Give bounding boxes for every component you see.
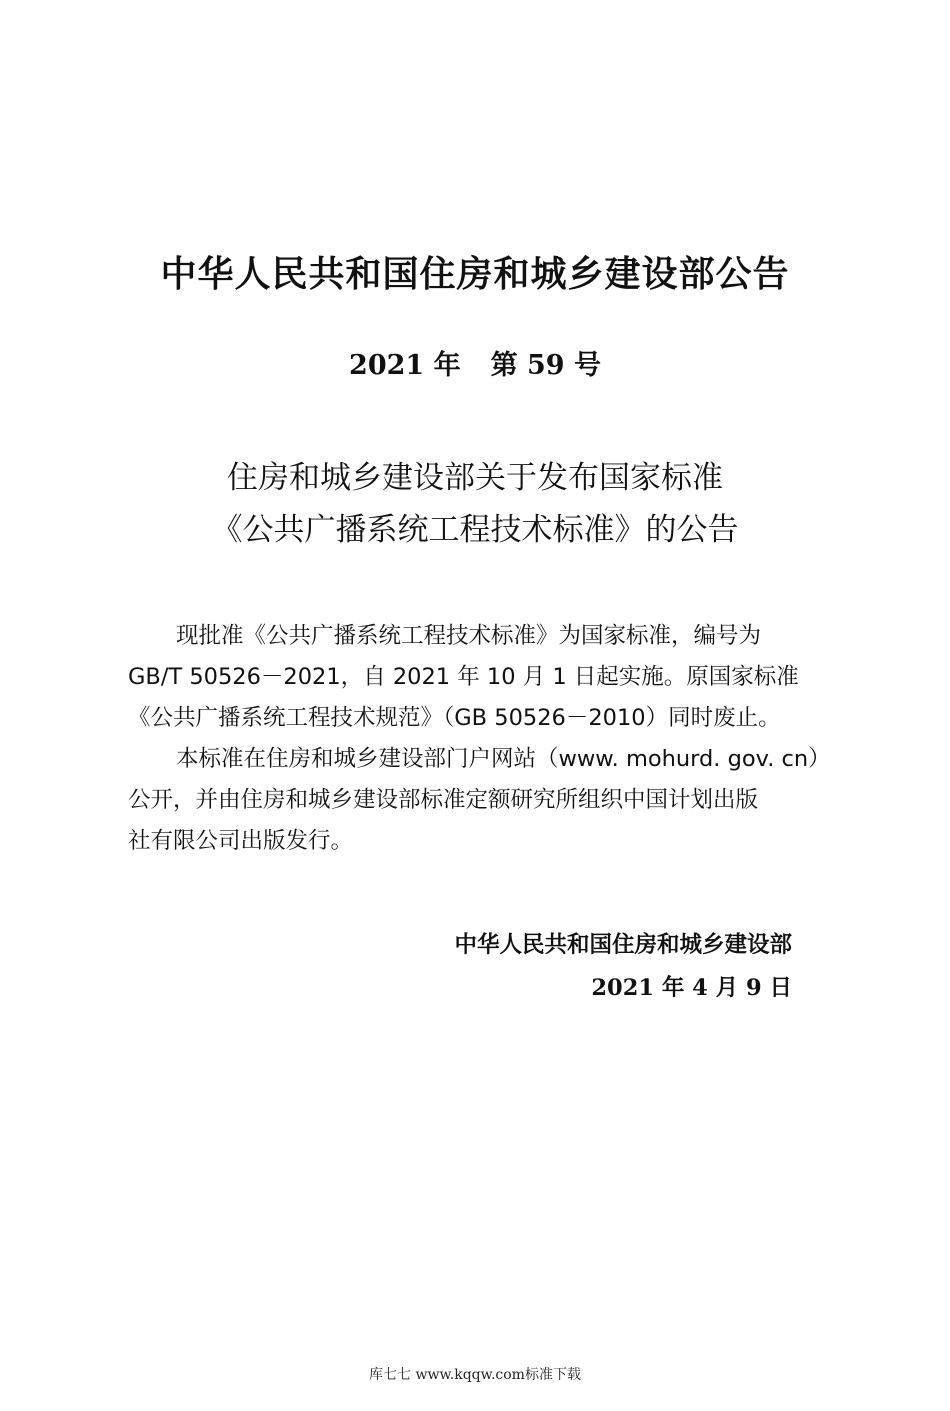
page-title: 中华人民共和国住房和城乡建设部公告 xyxy=(160,254,790,295)
signature-date: 2021 年 4 月 9 日 xyxy=(591,975,792,1001)
approval-paragraph xyxy=(128,616,844,739)
announcement-year: 2021 年 xyxy=(349,350,461,381)
announcement-subject xyxy=(0,452,950,556)
approval-line-3: 《公共广播系统工程技术规范》（GB 50526－2010）同时废止。 xyxy=(128,705,781,731)
publication-paragraph xyxy=(128,739,844,862)
publication-line-3: 社有限公司出版发行。 xyxy=(128,828,354,854)
publication-line-2: 公开，并由住房和城乡建设部标准定额研究所组织中国计划出版 xyxy=(128,787,759,813)
approval-line-1: 现批准《公共广播系统工程技术标准》为国家标准，编号为 xyxy=(176,623,762,649)
subject-line-1: 住房和城乡建设部关于发布国家标准 xyxy=(227,460,723,496)
subject-line-2: 《公共广播系统工程技术标准》的公告 xyxy=(211,512,739,548)
footer-watermark: 库七七 www.kqqw.com标准下载 xyxy=(369,1367,581,1383)
approval-line-2: GB/T 50526－2021，自 2021 年 10 月 1 日起实施。原国家标准 xyxy=(128,664,799,690)
announcement-number xyxy=(0,343,950,382)
signature-organization: 中华人民共和国住房和城乡建设部 xyxy=(454,932,792,958)
announcement-serial: 第 59 号 xyxy=(490,350,601,381)
publication-line-1: 本标准在住房和城乡建设部门户网站（www. mohurd. gov. cn） xyxy=(176,746,831,772)
